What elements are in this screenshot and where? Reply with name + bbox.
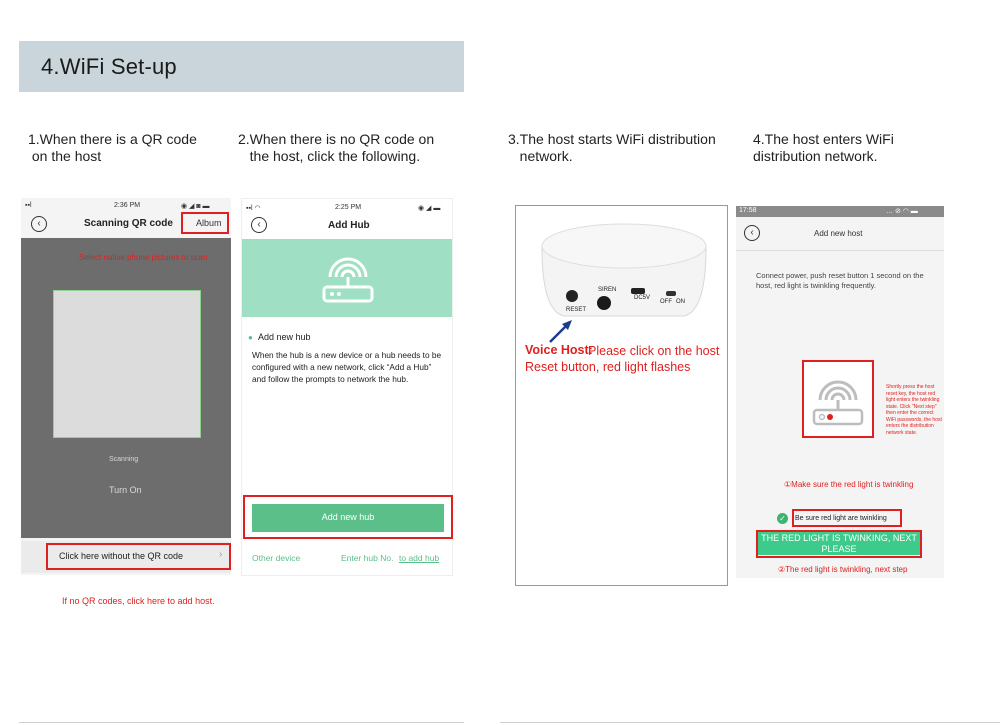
screen-title: Add new host <box>814 229 863 238</box>
add-hub-highlight <box>243 495 453 539</box>
divider <box>736 250 944 251</box>
host-device-image <box>534 216 714 331</box>
bottom-divider-right <box>500 722 1000 723</box>
next-step-note: ②The red light is twinkling, next step <box>778 565 908 574</box>
signal-icon: ▪▪l <box>25 202 32 209</box>
to-add-hub-link[interactable]: to add hub <box>399 553 440 563</box>
enter-hub-number-label: Enter hub No. <box>341 553 394 563</box>
add-new-hub-heading: Add new hub <box>258 332 311 342</box>
battery-icon: ◉ ◢ ◙ ▬ <box>181 203 210 210</box>
next-button-highlight <box>756 530 922 558</box>
no-qr-highlight <box>46 543 231 570</box>
screen-title: Scanning QR code <box>84 218 173 229</box>
step-1-caption: 1.When there is a QR code on the host <box>28 131 197 164</box>
router-icon <box>318 247 378 307</box>
check-icon[interactable]: ✓ <box>777 513 788 524</box>
battery-icon: ◉ ◢ ▬ <box>418 205 441 212</box>
back-icon[interactable]: ‹ <box>251 217 267 233</box>
host-device-panel <box>515 205 728 586</box>
reset-side-note: Shortly press the host reset key, the host red light enters the twinkling state. Click "Next step" then enter the correct WiFi passwords, the host enters the distribution network state. <box>886 384 942 436</box>
signal-icon: ▪▪l ◠ <box>246 205 261 212</box>
pointer-arrow-icon <box>546 318 576 344</box>
section-title: 4.WiFi Set-up <box>41 54 177 79</box>
status-time: 2:36 PM <box>114 202 141 209</box>
host-caption-line1: Please click on the host <box>588 344 720 358</box>
host-caption-line2: Reset button, red light flashes <box>525 360 691 374</box>
album-highlight <box>181 212 229 234</box>
back-icon[interactable]: ‹ <box>31 216 47 232</box>
native-pictures-note: Select native phone pictures to scan <box>79 253 208 262</box>
off-label: OFF <box>660 299 672 305</box>
screen-title: Add Hub <box>328 220 370 231</box>
scanning-label: Scanning <box>109 456 139 463</box>
checkbox-highlight <box>792 509 902 527</box>
no-qr-button[interactable]: Click here without the QR code <box>59 551 184 561</box>
instruction-text: Connect power, push reset button 1 second on the host, red light is twinkling frequently. <box>756 271 924 290</box>
other-device-link[interactable]: Other device <box>252 553 301 563</box>
on-label: ON <box>676 299 685 305</box>
qr-scan-frame <box>53 290 201 438</box>
screen-scan-qr <box>21 198 231 575</box>
add-new-hub-label: Add new hub <box>321 512 375 522</box>
album-button[interactable]: Album <box>196 218 222 228</box>
reset-label: RESET <box>566 307 587 313</box>
bullet-dot-icon: ● <box>248 333 253 342</box>
voice-host-label: Voice Host: <box>525 343 593 357</box>
dc-label: DC5V <box>634 295 651 301</box>
confirm-checkbox-label: Be sure red light are twinkling <box>795 515 887 522</box>
bottom-divider-left <box>19 722 464 723</box>
status-time: 2:25 PM <box>335 204 362 211</box>
turn-on-torch[interactable]: Turn On <box>109 485 142 495</box>
add-hub-description: When the hub is a new device or a hub needs to be configured with a new network, click “Add a Hub” and follow the prompts to network the hub. <box>252 350 442 384</box>
back-icon[interactable]: ‹ <box>744 225 760 241</box>
step-2-caption: 2.When there is no QR code on the host, click the following. <box>238 131 435 164</box>
battery-icon: … ⊘ ◠ ▬ <box>886 208 918 215</box>
make-sure-note: ①Make sure the red light is twinkling <box>784 480 914 489</box>
chevron-right-icon: › <box>219 549 223 560</box>
status-time: 17:58 <box>739 207 757 214</box>
no-qr-footnote: If no QR codes, click here to add host. <box>62 596 215 606</box>
next-step-label: THE RED LIGHT IS TWINKING, NEXT PLEASE <box>761 533 917 554</box>
siren-label: SIREN <box>598 287 617 293</box>
router-highlight <box>802 360 874 438</box>
step-3-caption: 3.The host starts WiFi distribution network. <box>508 131 716 164</box>
step-4-caption: 4.The host enters WiFi distribution network. <box>753 131 894 164</box>
